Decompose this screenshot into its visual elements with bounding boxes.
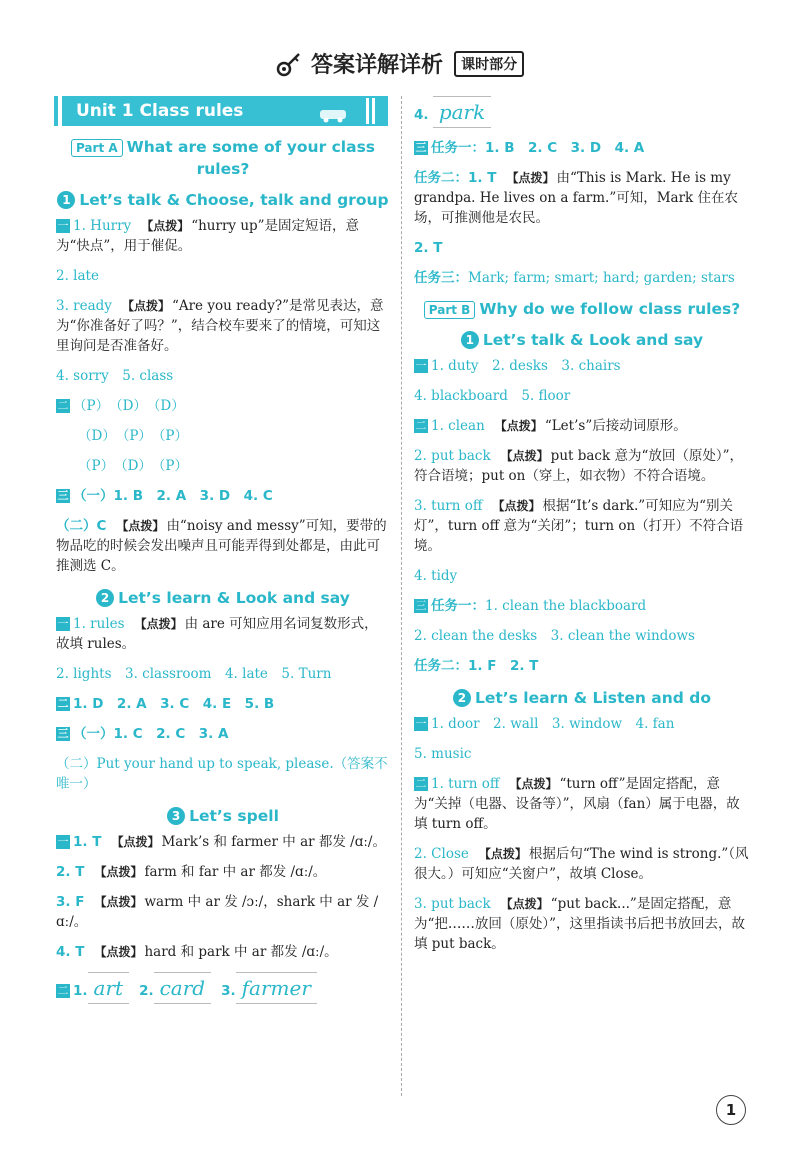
answer-line: 三 任务一：1. clean the blackboard: [415, 598, 647, 614]
bus-icon: [310, 96, 380, 126]
part-a-heading: Part A What are some of your class rules?: [56, 136, 390, 180]
answer-line: 任务二：1. T 【点拨】 由“This is Mark. He is my grandpa. He lives on a farm.”可知，Mark 住在农场，可推测他是农民。: [414, 170, 739, 226]
answer-line: 2. T 【点拨】 farm 和 far 中 ar 都发 /ɑː/。: [56, 864, 327, 880]
answer-line: 三 （一）1. B 2. A 3. D 4. C: [57, 488, 273, 504]
answer-line: 4. sorry 5. class: [56, 368, 174, 384]
answer-line: 3. turn off 【点拨】 根据“It’s dark.”可知应为“别关灯”，turn off 意为“关闭”；turn on（打开）不符合语境。: [414, 498, 744, 554]
answer-line: 任务二：1. F 2. T: [414, 658, 539, 674]
section-heading: 2 Let’s learn & Listen and do: [414, 686, 750, 710]
answer-line: 3. put back 【点拨】 “put back...”是固定搭配，意为“把……放回（原处）”，这里指读书后把书放回去，故填 put back。: [414, 896, 746, 952]
right-column: [414, 96, 750, 964]
column-divider: [401, 96, 402, 1096]
answer-line: 2. put back 【点拨】 put back 意为“放回（原处）”，符合语境；put on（穿上，如衣物）不符合语境。: [414, 448, 744, 484]
answer-line: （D） （P） （P）: [78, 428, 188, 444]
answer-line: 一 1. rules 【点拨】 由 are 可知应用名词复数形式，故填 rules。: [56, 616, 378, 652]
answer-line: 3. ready 【点拨】 “Are you ready?”是常见表达，意为“你准备好了吗？”，结合校车要来了的情境，可知这里询问是否准备好。: [56, 298, 384, 354]
handwriting-line: 4. park: [414, 96, 750, 128]
answer-line: 4. blackboard 5. floor: [414, 388, 571, 404]
key-icon: [276, 51, 302, 77]
part-a-label: Part A: [71, 139, 123, 157]
answer-line: 3. F 【点拨】 warm 中 ar 发 /ɔː/，shark 中 ar 发 /ɑː/。: [56, 894, 379, 930]
answer-line: 三 任务一：1. B 2. C 3. D 4. A: [415, 140, 645, 156]
answer-line: 5. music: [414, 746, 472, 762]
answer-line: 一 1. door 2. wall 3. window 4. fan: [415, 716, 675, 732]
section-heading: 1 Let’s talk & Look and say: [414, 328, 750, 352]
answer-line: 一 1. duty 2. desks 3. chairs: [415, 358, 621, 374]
answer-line: 2. T: [414, 240, 443, 256]
part-b-label: Part B: [424, 301, 476, 319]
answer-line: 二 （P） （D） （D）: [57, 398, 185, 414]
left-column: [56, 96, 390, 1014]
answer-line: 任务三：Mark; farm; smart; hard; garden; stars: [414, 270, 735, 286]
answer-line: 2. clean the desks 3. clean the windows: [414, 628, 695, 644]
section-heading: 3 Let’s spell: [56, 804, 390, 828]
answer-line: 2. lights 3. classroom 4. late 5. Turn: [56, 666, 332, 682]
page-header: [0, 48, 800, 88]
answer-line: （二）C 【点拨】 由“noisy and messy”可知，要带的物品吃的时候会发出噪声且可能弄得到处都是，由此可推测选 C。: [56, 518, 387, 574]
answer-line: 三 （一）1. C 2. C 3. A: [57, 726, 229, 742]
unit-banner: Unit 1 Class rules: [62, 96, 388, 126]
answer-line: 4. tidy: [414, 568, 458, 584]
answer-line: 2. late: [56, 268, 99, 284]
section-tag: 课时部分: [454, 51, 524, 77]
section-heading: 1 Let’s talk & Choose, talk and group: [56, 188, 390, 212]
section-heading: 2 Let’s learn & Look and say: [56, 586, 390, 610]
page-number: 1: [716, 1095, 746, 1125]
answer-line: 4. T 【点拨】 hard 和 park 中 ar 都发 /ɑː/。: [56, 944, 338, 960]
answer-line: （二）Put your hand up to speak, please.（答案不唯一）: [56, 756, 388, 792]
answer-line: 一 1. T 【点拨】 Mark’s 和 farmer 中 ar 都发 /ɑː/。: [57, 834, 386, 850]
answer-line: 2. Close 【点拨】 根据后句“The wind is strong.”（风很大。）可知应“关窗户”，故填 Close。: [414, 846, 749, 882]
answer-line: 一 1. Hurry 【点拨】 “hurry up”是固定短语，意为“快点”，用于催促。: [56, 218, 360, 254]
answer-line: 二 1. D 2. A 3. C 4. E 5. B: [57, 696, 275, 712]
handwriting-line: 二 1. art 2. card 3. farmer: [56, 972, 390, 1004]
answer-line: 二 1. clean 【点拨】 “Let’s”后接动词原形。: [415, 418, 687, 434]
part-b-heading: Part B Why do we follow class rules?: [414, 298, 750, 320]
answer-line: 二 1. turn off 【点拨】 “turn off”是固定搭配，意为“关掉（电器、设备等）”，风扇（fan）属于电器，故填 turn off。: [414, 776, 740, 832]
answer-line: （P） （D） （P）: [78, 458, 188, 474]
page-title: 答案详解详析: [310, 53, 443, 78]
